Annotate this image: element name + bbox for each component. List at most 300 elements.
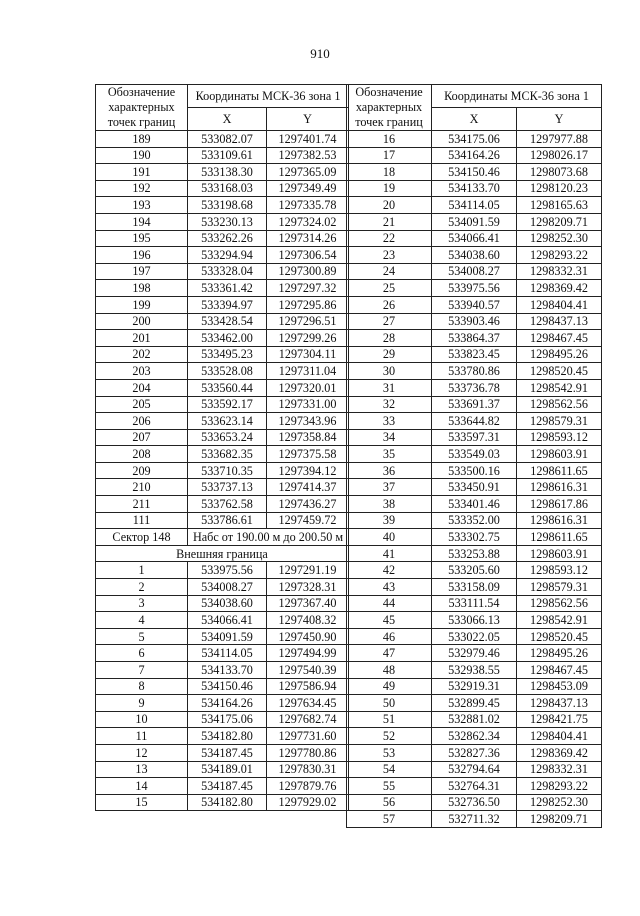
x-coordinate-cell: 533205.60 [432,562,517,579]
x-coordinate-cell: 534182.80 [188,794,267,811]
y-coordinate-cell: 1298332.31 [517,263,602,280]
table-row [96,496,349,513]
y-coordinate-cell: 1297375.58 [267,446,349,463]
point-number-cell: 200 [96,313,188,330]
point-number-cell: 50 [347,695,432,712]
x-coordinate-cell: 532862.34 [432,728,517,745]
x-coordinate-cell: 534189.01 [188,761,267,778]
x-coordinate-cell: 534038.60 [188,595,267,612]
x-coordinate-cell: 534175.06 [432,131,517,148]
table-row [347,462,602,479]
point-number-cell: 46 [347,628,432,645]
x-coordinate-cell: 532899.45 [432,695,517,712]
x-coordinate-cell: 534182.80 [188,728,267,745]
x-coordinate-cell: 534091.59 [432,213,517,230]
table-row [96,579,349,596]
point-number-cell: 10 [96,711,188,728]
table-row [96,296,349,313]
x-coordinate-cell: 533253.88 [432,545,517,562]
point-number-cell: 111 [96,512,188,529]
coords-group-header: Координаты МСК-36 зона 1 [432,85,602,108]
x-coordinate-cell: 533691.37 [432,396,517,413]
point-number-cell: 29 [347,346,432,363]
point-number-cell: 8 [96,678,188,695]
point-number-cell: 31 [347,379,432,396]
x-coordinate-cell: 532919.31 [432,678,517,695]
sector-height-range-cell: Набс от 190.00 м до 200.50 м [188,529,349,546]
y-coordinate-cell: 1298617.86 [517,496,602,513]
y-coordinate-cell: 1298073.68 [517,164,602,181]
table-row [347,131,602,148]
x-coordinate-cell: 533361.42 [188,280,267,297]
x-coordinate-cell: 533549.03 [432,446,517,463]
y-coordinate-cell: 1298467.45 [517,330,602,347]
point-column-header: Обозначение характерных точек границ [96,85,188,131]
y-coordinate-cell: 1298252.30 [517,230,602,247]
x-coordinate-cell: 533528.08 [188,363,267,380]
y-coordinate-cell: 1297382.53 [267,147,349,164]
point-number-cell: 21 [347,213,432,230]
y-coordinate-cell: 1298165.63 [517,197,602,214]
y-coordinate-cell: 1297929.02 [267,794,349,811]
table-row [96,379,349,396]
table-row [347,213,602,230]
point-number-cell: 26 [347,296,432,313]
point-number-cell: 199 [96,296,188,313]
point-number-cell: 13 [96,761,188,778]
point-number-cell: 48 [347,662,432,679]
x-coordinate-cell: 534164.26 [188,695,267,712]
point-number-cell: 6 [96,645,188,662]
x-coordinate-cell: 534164.26 [432,147,517,164]
y-coordinate-cell: 1298252.30 [517,794,602,811]
table-row [96,280,349,297]
y-coordinate-cell: 1298520.45 [517,363,602,380]
table-row [347,330,602,347]
table-row [96,446,349,463]
table-row [347,612,602,629]
outer-border-row [96,545,349,562]
x-coordinate-cell: 533328.04 [188,263,267,280]
point-number-cell: 47 [347,645,432,662]
point-number-cell: 44 [347,595,432,612]
point-number-cell: 196 [96,247,188,264]
point-number-cell: 208 [96,446,188,463]
y-column-header: Y [517,108,602,131]
point-number-cell: 49 [347,678,432,695]
y-coordinate-cell: 1298562.56 [517,396,602,413]
table-row [96,413,349,430]
table-row [347,313,602,330]
left-coordinates-table [95,84,349,811]
point-number-cell: 9 [96,695,188,712]
table-row [347,811,602,828]
y-coordinate-cell: 1298593.12 [517,429,602,446]
y-coordinate-cell: 1298209.71 [517,213,602,230]
table-row [347,230,602,247]
table-row [96,794,349,811]
point-number-cell: 23 [347,247,432,264]
y-coordinate-cell: 1297295.86 [267,296,349,313]
point-number-cell: 24 [347,263,432,280]
point-number-cell: 38 [347,496,432,513]
x-coordinate-cell: 532881.02 [432,711,517,728]
y-coordinate-cell: 1297300.89 [267,263,349,280]
x-coordinate-cell: 533737.13 [188,479,267,496]
y-coordinate-cell: 1297408.32 [267,612,349,629]
point-column-header: Обозначение характерных точек границ [347,85,432,131]
point-number-cell: 53 [347,744,432,761]
y-coordinate-cell: 1298404.41 [517,296,602,313]
x-coordinate-cell: 534066.41 [188,612,267,629]
x-coordinate-cell: 533302.75 [432,529,517,546]
table-row [96,728,349,745]
point-number-cell: 189 [96,131,188,148]
point-number-cell: 7 [96,662,188,679]
table-row [96,595,349,612]
point-number-cell: 5 [96,628,188,645]
table-row [347,164,602,181]
x-coordinate-cell: 534038.60 [432,247,517,264]
y-coordinate-cell: 1297291.19 [267,562,349,579]
x-coordinate-cell: 532794.64 [432,761,517,778]
point-number-cell: 201 [96,330,188,347]
x-coordinate-cell: 533066.13 [432,612,517,629]
x-coordinate-cell: 533975.56 [432,280,517,297]
point-number-cell: 51 [347,711,432,728]
table-row [347,579,602,596]
x-column-header: X [188,108,267,131]
table-row [96,330,349,347]
y-coordinate-cell: 1297314.26 [267,230,349,247]
table-row [96,462,349,479]
x-coordinate-cell: 532711.32 [432,811,517,828]
x-coordinate-cell: 533394.97 [188,296,267,313]
x-coordinate-cell: 533623.14 [188,413,267,430]
y-coordinate-cell: 1297358.84 [267,429,349,446]
table-row [96,612,349,629]
point-number-cell: 207 [96,429,188,446]
x-coordinate-cell: 534187.45 [188,744,267,761]
point-number-cell: 4 [96,612,188,629]
table-row [96,695,349,712]
x-coordinate-cell: 533975.56 [188,562,267,579]
x-coordinate-cell: 533903.46 [432,313,517,330]
table-row [96,263,349,280]
point-number-cell: 3 [96,595,188,612]
y-coordinate-cell: 1297367.40 [267,595,349,612]
table-row [96,230,349,247]
y-coordinate-cell: 1298495.26 [517,346,602,363]
point-number-cell: 42 [347,562,432,579]
point-number-cell: 43 [347,579,432,596]
x-coordinate-cell: 533500.16 [432,462,517,479]
y-coordinate-cell: 1298453.09 [517,678,602,695]
x-coordinate-cell: 534150.46 [432,164,517,181]
x-coordinate-cell: 532736.50 [432,794,517,811]
point-number-cell: 57 [347,811,432,828]
table-row [96,363,349,380]
x-coordinate-cell: 534150.46 [188,678,267,695]
table-row [347,429,602,446]
x-coordinate-cell: 533294.94 [188,247,267,264]
x-coordinate-cell: 533786.61 [188,512,267,529]
y-coordinate-cell: 1298421.75 [517,711,602,728]
point-number-cell: 193 [96,197,188,214]
y-coordinate-cell: 1298603.91 [517,446,602,463]
y-coordinate-cell: 1297343.96 [267,413,349,430]
x-coordinate-cell: 533352.00 [432,512,517,529]
y-coordinate-cell: 1298437.13 [517,313,602,330]
table-row [96,197,349,214]
point-number-cell: 41 [347,545,432,562]
y-coordinate-cell: 1297365.09 [267,164,349,181]
outer-border-label-cell: Внешняя граница [96,545,349,562]
x-coordinate-cell: 533462.00 [188,330,267,347]
point-number-cell: 205 [96,396,188,413]
table-row [347,545,602,562]
table-row [347,744,602,761]
x-coordinate-cell: 533401.46 [432,496,517,513]
x-coordinate-cell: 533109.61 [188,147,267,164]
x-coordinate-cell: 533736.78 [432,379,517,396]
x-coordinate-cell: 534114.05 [188,645,267,662]
point-number-cell: 33 [347,413,432,430]
y-coordinate-cell: 1297299.26 [267,330,349,347]
table-row [347,413,602,430]
y-coordinate-cell: 1297297.32 [267,280,349,297]
table-row [96,313,349,330]
table-row [96,213,349,230]
x-coordinate-cell: 533762.58 [188,496,267,513]
point-number-cell: 36 [347,462,432,479]
x-coordinate-cell: 532979.46 [432,645,517,662]
point-number-cell: 198 [96,280,188,297]
table-row [347,728,602,745]
point-number-cell: 197 [96,263,188,280]
y-coordinate-cell: 1297394.12 [267,462,349,479]
point-number-cell: 34 [347,429,432,446]
table-row [96,147,349,164]
y-coordinate-cell: 1297830.31 [267,761,349,778]
y-coordinate-cell: 1298495.26 [517,645,602,662]
point-number-cell: 56 [347,794,432,811]
table-row [347,595,602,612]
y-coordinate-cell: 1298611.65 [517,462,602,479]
y-coordinate-cell: 1298593.12 [517,562,602,579]
table-row [96,711,349,728]
table-row [347,794,602,811]
table-row [347,346,602,363]
point-number-cell: 202 [96,346,188,363]
y-coordinate-cell: 1298520.45 [517,628,602,645]
y-coordinate-cell: 1297879.76 [267,778,349,795]
y-coordinate-cell: 1298616.31 [517,479,602,496]
x-coordinate-cell: 533450.91 [432,479,517,496]
point-number-cell: 27 [347,313,432,330]
point-number-cell: 17 [347,147,432,164]
point-number-cell: 25 [347,280,432,297]
table-row [347,247,602,264]
x-column-header: X [432,108,517,131]
x-coordinate-cell: 533823.45 [432,346,517,363]
y-coordinate-cell: 1298467.45 [517,662,602,679]
table-row [347,628,602,645]
table-row [347,678,602,695]
x-coordinate-cell: 533653.24 [188,429,267,446]
point-number-cell: 15 [96,794,188,811]
y-coordinate-cell: 1298293.22 [517,778,602,795]
x-coordinate-cell: 533168.03 [188,180,267,197]
y-coordinate-cell: 1297324.02 [267,213,349,230]
x-coordinate-cell: 533682.35 [188,446,267,463]
point-number-cell: 22 [347,230,432,247]
y-coordinate-cell: 1297320.01 [267,379,349,396]
y-coordinate-cell: 1298579.31 [517,579,602,596]
x-coordinate-cell: 533111.54 [432,595,517,612]
y-coordinate-cell: 1297328.31 [267,579,349,596]
table-row [96,164,349,181]
header-row [96,85,349,108]
y-coordinate-cell: 1298026.17 [517,147,602,164]
table-row [347,147,602,164]
y-coordinate-cell: 1298611.65 [517,529,602,546]
y-coordinate-cell: 1297459.72 [267,512,349,529]
x-coordinate-cell: 533560.44 [188,379,267,396]
y-coordinate-cell: 1298120.23 [517,180,602,197]
point-number-cell: 195 [96,230,188,247]
point-number-cell: 12 [96,744,188,761]
table-row [96,346,349,363]
y-coordinate-cell: 1298404.41 [517,728,602,745]
y-coordinate-cell: 1297335.78 [267,197,349,214]
page-number: 910 [310,46,330,61]
right-coordinates-table [346,84,602,828]
table-row [347,695,602,712]
x-coordinate-cell: 534133.70 [432,180,517,197]
x-coordinate-cell: 533644.82 [432,413,517,430]
x-coordinate-cell: 533082.07 [188,131,267,148]
table-row [96,247,349,264]
table-row [347,512,602,529]
x-coordinate-cell: 534008.27 [432,263,517,280]
point-number-cell: 210 [96,479,188,496]
y-coordinate-cell: 1298332.31 [517,761,602,778]
table-row [347,446,602,463]
y-coordinate-cell: 1298562.56 [517,595,602,612]
x-coordinate-cell: 532827.36 [432,744,517,761]
point-number-cell: 194 [96,213,188,230]
table-row [347,562,602,579]
y-coordinate-cell: 1297634.45 [267,695,349,712]
y-coordinate-cell: 1297586.94 [267,678,349,695]
table-row [96,396,349,413]
point-number-cell: 211 [96,496,188,513]
point-number-cell: 190 [96,147,188,164]
table-row [347,496,602,513]
point-number-cell: 55 [347,778,432,795]
point-number-cell: 191 [96,164,188,181]
y-coordinate-cell: 1298603.91 [517,545,602,562]
header-row [347,85,602,108]
y-coordinate-cell: 1298579.31 [517,413,602,430]
table-row [347,396,602,413]
point-number-cell: 16 [347,131,432,148]
point-number-cell: 19 [347,180,432,197]
table-row [96,562,349,579]
point-number-cell: 1 [96,562,188,579]
table-row [96,645,349,662]
y-coordinate-cell: 1297540.39 [267,662,349,679]
x-coordinate-cell: 533597.31 [432,429,517,446]
x-coordinate-cell: 534187.45 [188,778,267,795]
table-row [96,744,349,761]
table-row [96,761,349,778]
x-coordinate-cell: 534091.59 [188,628,267,645]
table-row [347,662,602,679]
table-row [347,197,602,214]
point-number-cell: 14 [96,778,188,795]
y-coordinate-cell: 1298293.22 [517,247,602,264]
point-number-cell: 39 [347,512,432,529]
point-number-cell: 37 [347,479,432,496]
table-row [347,296,602,313]
table-row [96,180,349,197]
coords-group-header: Координаты МСК-36 зона 1 [188,85,349,108]
point-number-cell: 28 [347,330,432,347]
point-number-cell: 32 [347,396,432,413]
table-row [96,628,349,645]
y-coordinate-cell: 1297977.88 [517,131,602,148]
point-number-cell: 203 [96,363,188,380]
table-row [96,678,349,695]
y-coordinate-cell: 1298369.42 [517,280,602,297]
x-coordinate-cell: 533022.05 [432,628,517,645]
point-number-cell: 40 [347,529,432,546]
sector-row [96,529,349,546]
point-number-cell: 20 [347,197,432,214]
point-number-cell: 206 [96,413,188,430]
point-number-cell: 30 [347,363,432,380]
x-coordinate-cell: 534066.41 [432,230,517,247]
y-column-header: Y [267,108,349,131]
x-coordinate-cell: 534133.70 [188,662,267,679]
x-coordinate-cell: 534175.06 [188,711,267,728]
y-coordinate-cell: 1297780.86 [267,744,349,761]
y-coordinate-cell: 1298369.42 [517,744,602,761]
table-row [347,280,602,297]
x-coordinate-cell: 533428.54 [188,313,267,330]
x-coordinate-cell: 533592.17 [188,396,267,413]
table-row [96,512,349,529]
table-row [96,429,349,446]
x-coordinate-cell: 533138.30 [188,164,267,181]
y-coordinate-cell: 1297450.90 [267,628,349,645]
y-coordinate-cell: 1297306.54 [267,247,349,264]
x-coordinate-cell: 533230.13 [188,213,267,230]
table-row [347,761,602,778]
table-row [347,363,602,380]
table-row [347,263,602,280]
point-number-cell: 204 [96,379,188,396]
point-number-cell: 2 [96,579,188,596]
y-coordinate-cell: 1297331.00 [267,396,349,413]
y-coordinate-cell: 1297494.99 [267,645,349,662]
table-row [347,645,602,662]
table-row [347,778,602,795]
x-coordinate-cell: 533262.26 [188,230,267,247]
x-coordinate-cell: 533710.35 [188,462,267,479]
